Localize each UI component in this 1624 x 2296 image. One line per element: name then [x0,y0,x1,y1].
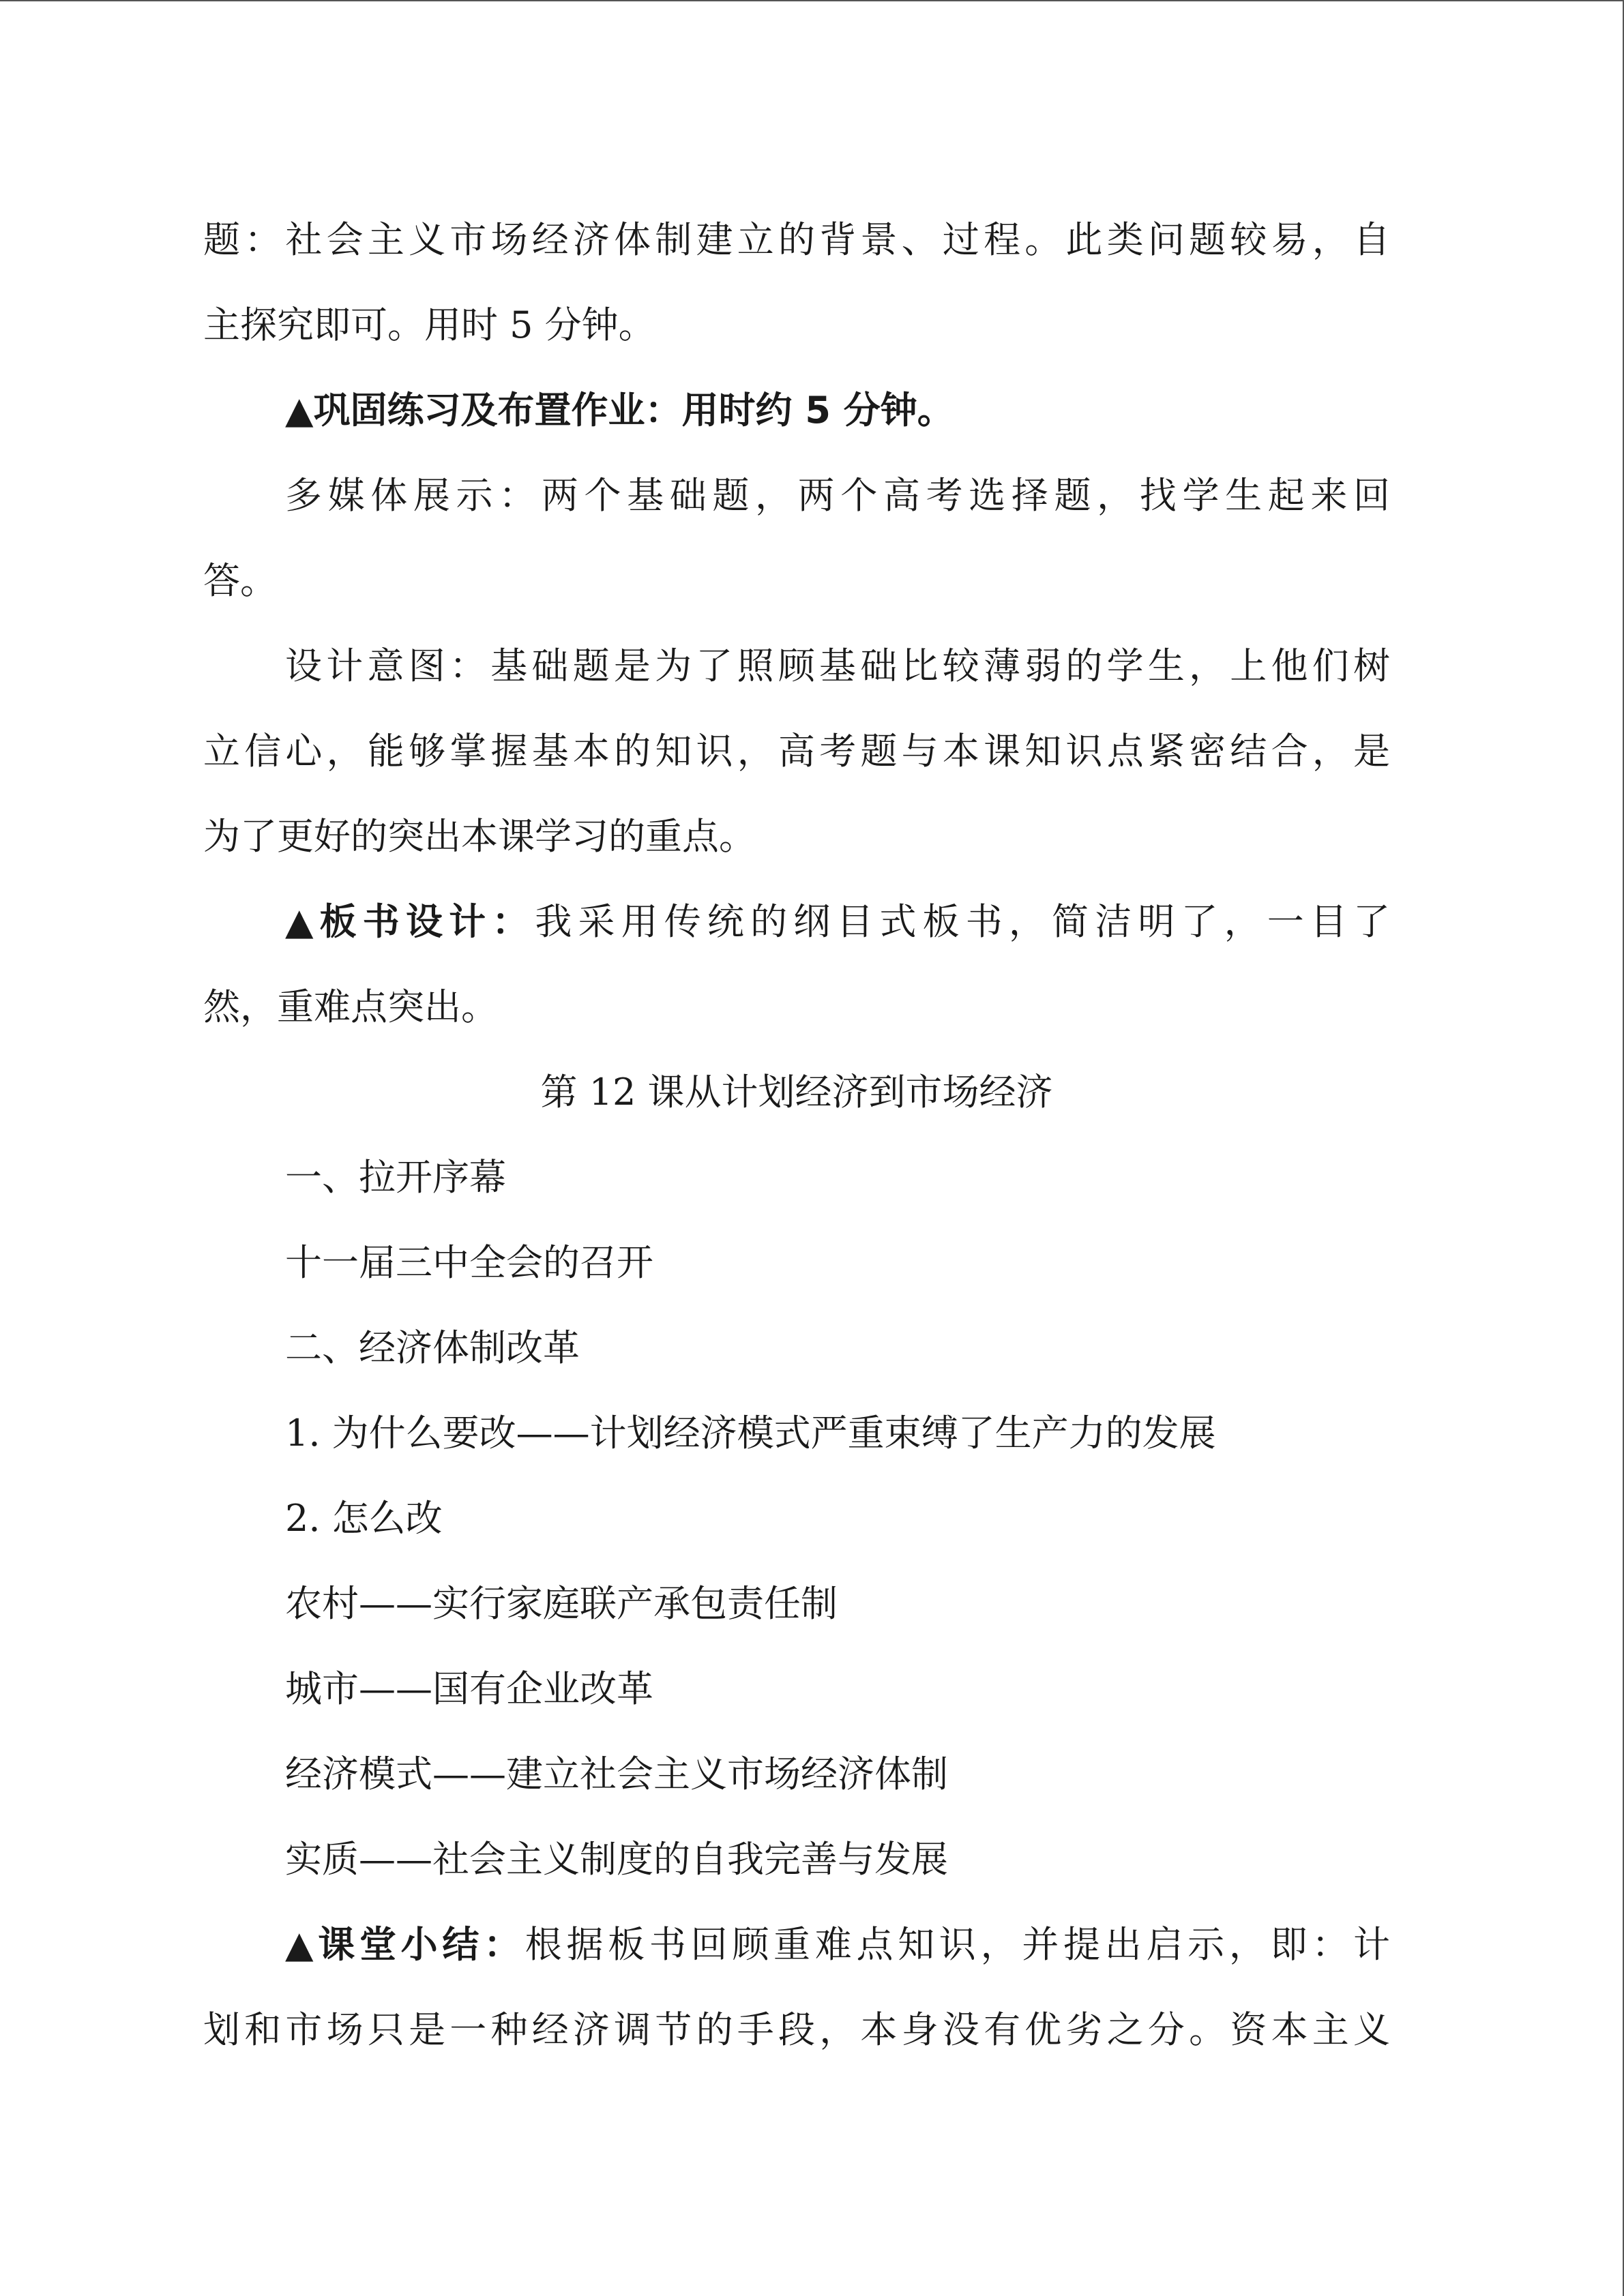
paragraph-line: 主探究即可。用时 5 分钟。 [203,303,655,346]
section-heading-board-design [285,895,1390,949]
outline-item: 经济模式——建立社会主义市场经济体制 [285,1753,948,1795]
outline-item: 十一届三中全会的召开 [285,1241,653,1284]
outline-item: 农村——实行家庭联产承包责任制 [285,1582,838,1625]
outline-item: 一、拉开序幕 [285,1156,506,1199]
paragraph-line: 然，重难点突出。 [203,985,498,1028]
paragraph-line: 设计意图：基础题是为了照顾基础比较薄弱的学生，上他们树 [285,644,1390,687]
section-heading-summary [285,1918,1390,1972]
outline-item: 城市——国有企业改革 [285,1667,653,1710]
outline-item: 二、经济体制改革 [285,1326,580,1369]
section-heading-practice: ▲巩固练习及布置作业：用时约 5 分钟。 [285,389,954,432]
board-design-text: 我采用传统的纲目式板书，简洁明了，一目了 [535,900,1391,943]
paragraph-line: 答。 [203,559,277,602]
paragraph-line: 题：社会主义市场经济体制建立的背景、过程。此类问题较易，自 [203,218,1390,261]
board-design-label: ▲板书设计： [285,900,535,943]
outline-item: 2. 怎么改 [285,1497,443,1540]
paragraph-line: 划和市场只是一种经济调节的手段，本身没有优劣之分。资本主义 [203,2008,1390,2051]
summary-text: 根据板书回顾重难点知识，并提出启示，即：计 [525,1923,1391,1966]
outline-item: 1. 为什么要改——计划经济模式严重束缚了生产力的发展 [285,1412,1216,1455]
paragraph-line: 为了更好的突出本课学习的重点。 [203,815,756,858]
lesson-title: 第 12 课从计划经济到市场经济 [540,1071,1053,1114]
paragraph-line: 多媒体展示：两个基础题，两个高考选择题，找学生起来回 [285,474,1390,517]
summary-label: ▲课堂小结： [285,1923,525,1966]
paragraph-line: 立信心，能够掌握基本的知识，高考题与本课知识点紧密结合，是 [203,730,1390,773]
outline-item: 实质——社会主义制度的自我完善与发展 [285,1838,948,1881]
